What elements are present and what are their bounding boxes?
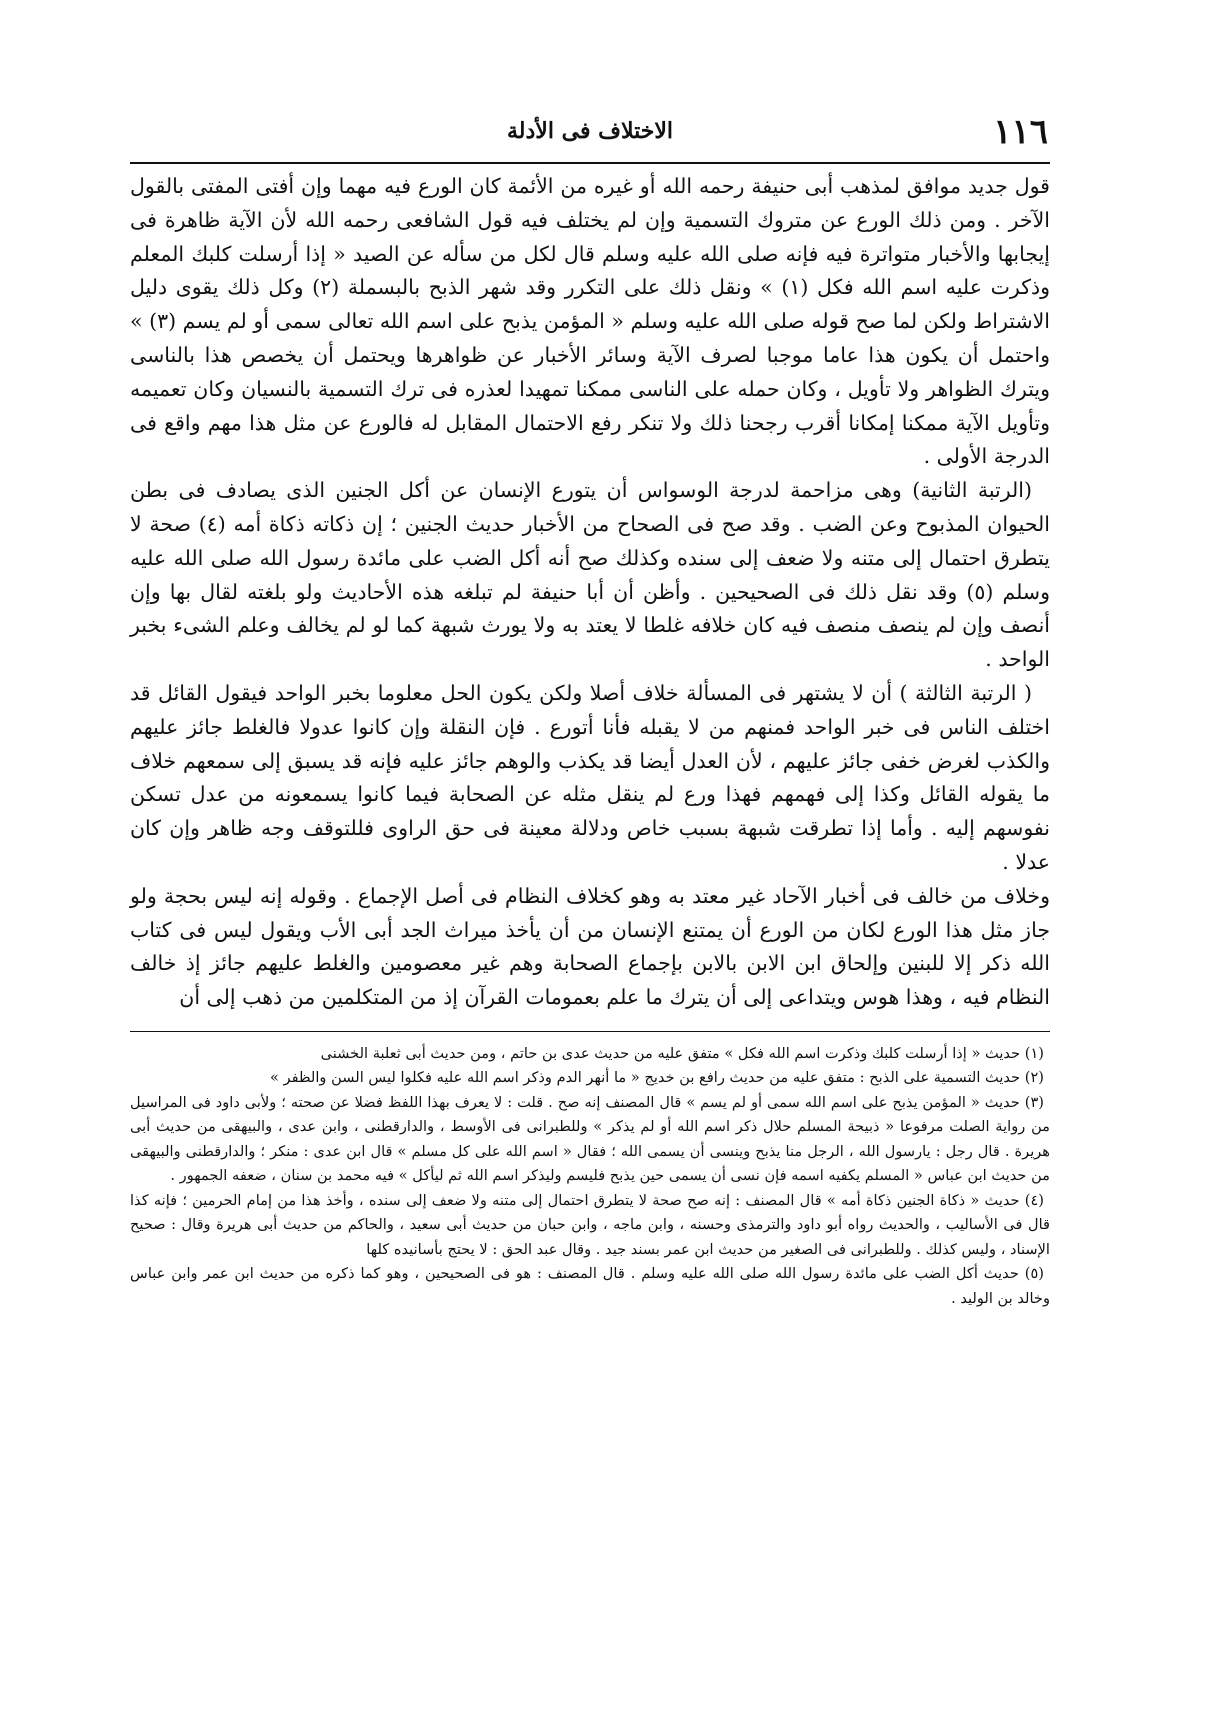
page-number: ١١٦ (993, 112, 1048, 152)
body-paragraph: ( الرتبة الثالثة ) أن لا يشتهر فى المسألة خلاف أصلا ولكن يكون الحل معلوما بخبر الواحد فيقول القائل قد اختلف الناس فى خبر الواحد فمنهم من لا يقبله فأنا أتورع . فإن النقلة وإن كانوا عدولا فالغلط جائز عليهم والكذب لغرض خفى جائز عليهم ، لأن العدل أيضا قد يكذب والوهم جائز عليه فإنه قد يسبق إلى سمعهم خلاف ما يقوله القائل وكذا إلى فهمهم فهذا ورع لم ينقل مثله عن الصحابة فيما كانوا يسمعونه من عدل تسكن نفوسهم إليه . وأما إذا تطرقت شبهة بسبب خاص ودلالة معينة فى حق الراوى فللتوقف وجه ظاهر وإن كان عدلا . (130, 680, 1050, 874)
main-text (130, 170, 1050, 1015)
footnote-1: (١) حديث « إذا أرسلت كلبك وذكرت اسم الله فكل » متفق عليه من حديث عدى بن حاتم ، ومن حديث أبى ثعلبة الخشنى (320, 1044, 1044, 1062)
body-paragraph: قول جديد موافق لمذهب أبى حنيفة رحمه الله أو غيره من الأئمة كان الورع فيه مهما وإن أفتى المفتى بالقول الآخر . ومن ذلك الورع عن متروك التسمية وإن لم يختلف فيه قول الشافعى رحمه الله لأن الآية ظاهرة فى إيجابها والأخبار متواترة فيه فإنه صلى الله عليه وسلم قال لكل من سأله عن الصيد « إذا أرسلت كلبك المعلم وذكرت عليه اسم الله فكل (١) » ونقل ذلك على التكرر وقد شهر الذبح بالبسملة (٢) وكل ذلك يقوى دليل الاشتراط ولكن لما صح قوله صلى الله عليه وسلم « المؤمن يذبح على اسم الله تعالى سمى أو لم يسم (٣) » واحتمل أن يكون هذا عاما موجبا لصرف الآية وسائر الأخبار عن ظواهرها ويحتمل أن يخصص هذا بالناسى ويترك الظواهر ولا تأويل ، وكان حمله على الناسى ممكنا تمهيدا لعذره فى ترك التسمية بالنسيان وكان تعميمه وتأويل الآية ممكنا إمكانا أقرب رجحنا ذلك ولا تنكر رفع الاحتمال المقابل له فالورع عن مثل هذا مهم واقع فى الدرجة الأولى . (130, 174, 1051, 469)
footnote-4: (٤) حديث « ذكاة الجنين ذكاة أمه » قال المصنف : إنه صح صحة لا يتطرق احتمال إلى متنه ولا ضعف إلى سنده ، وأخذ هذا من إمام الحرمين ؛ فإنه كذا قال فى الأساليب ، والحديث رواه أبو داود والترمذى وحسنه ، وابن ماجه ، وابن حبان من حديث أبى سعيد ، والحاكم من حديث أبى هريرة وقال : صحيح الإسناد ، وليس كذلك . وللطبرانى فى الصغير من حديث ابن عمر بسند جيد . وقال عبد الحق : لا يحتج بأسانيده كلها (130, 1191, 1050, 1258)
footnote-5: (٥) حديث أكل الضب على مائدة رسول الله صلى الله عليه وسلم . قال المصنف : هو فى الصحيحين ، وهو كما ذكره من حديث ابن عمر وابن عباس وخالد بن الوليد . (130, 1265, 1050, 1307)
page-header (130, 110, 1050, 164)
footnote-divider (130, 1031, 1050, 1032)
running-title: الاختلاف فى الأدلة (507, 118, 673, 144)
body-paragraph: وخلاف من خالف فى أخبار الآحاد غير معتد به وهو كخلاف النظام فى أصل الإجماع . وقوله إنه ليس بحجة ولو جاز مثل هذا الورع لكان من الورع أن يمتنع الإنسان من أن يأخذ ميراث الجد أبى الأب ويقول ليس فى كتاب الله ذكر إلا للبنين وإلحاق ابن الابن بالابن بإجماع الصحابة وهم غير معصومين والغلط عليهم جائز إذ خالف النظام فيه ، وهذا هوس ويتداعى إلى أن يترك ما علم بعمومات القرآن إذ من المتكلمين من ذهب إلى أن (130, 883, 1050, 1010)
footnote-2: (٢) حديث التسمية على الذبح : متفق عليه من حديث رافع بن خديج « ما أنهر الدم وذكر اسم الله عليه فكلوا ليس السن والظفر » (269, 1069, 1044, 1087)
footnotes (130, 1042, 1050, 1312)
document-page (130, 110, 1050, 1311)
footnote-3: (٣) حديث « المؤمن يذبح على اسم الله سمى أو لم يسم » قال المصنف إنه صح . قلت : لا يعرف بهذا اللفظ فضلا عن صحته ؛ ولأبى داود فى المراسيل من رواية الصلت مرفوعا « ذبيحة المسلم حلال ذكر اسم الله أو لم يذكر » وللطبرانى فى الأوسط ، والدارقطنى ، وابن عدى ، والبيهقى من حديث أبى هريرة . قال رجل : يارسول الله ، الرجل منا يذبح وينسى أن يسمى الله ؛ فقال « اسم الله على كل مسلم » قال ابن عدى : منكر ؛ والدارقطنى والبيهقى من حديث ابن عباس « المسلم يكفيه اسمه فإن نسى أن يسمى حين يذبح فليسم وليذكر اسم الله ثم ليأكل » فيه محمد بن سنان ، ضعفه الجمهور . (130, 1093, 1050, 1185)
body-paragraph: (الرتبة الثانية) وهى مزاحمة لدرجة الوسواس أن يتورع الإنسان عن أكل الجنين الذى يصادف فى بطن الحيوان المذبوح وعن الضب . وقد صح فى الصحاح من الأخبار حديث الجنين ؛ إن ذكاته ذكاة أمه (٤) صحة لا يتطرق احتمال إلى متنه ولا ضعف إلى سنده وكذلك صح أنه أكل الضب على مائدة رسول الله صلى الله عليه وسلم (٥) وقد نقل ذلك فى الصحيحين . وأظن أن أبا حنيفة لم تبلغه هذه الأحاديث ولو بلغته لقال بها وإن أنصف وإن لم ينصف منصف فيه كان خلافه غلطا لا يعتد به ولا يورث شبهة كما لو لم يخالف وعلم الشىء بخبر الواحد . (130, 478, 1050, 672)
